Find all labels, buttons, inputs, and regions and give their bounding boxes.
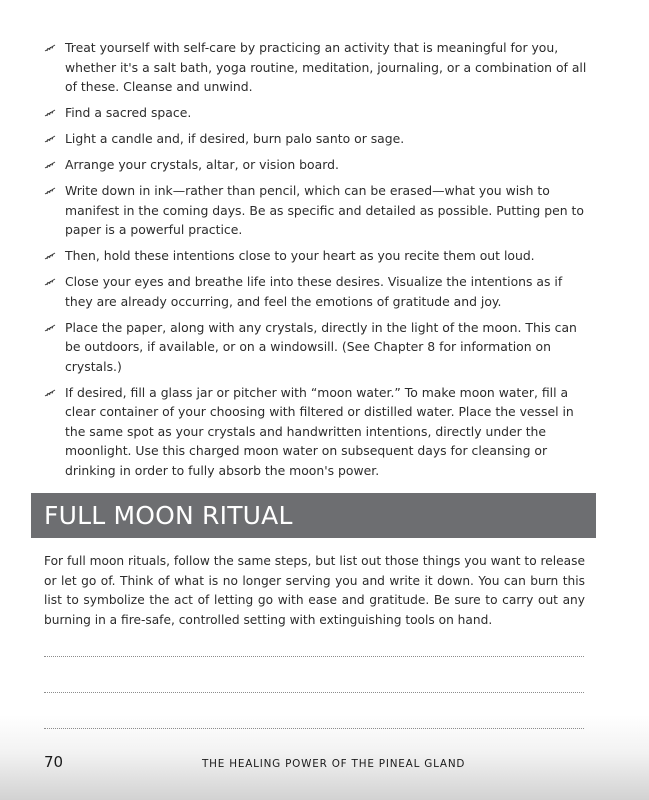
list-item xyxy=(44,129,589,149)
list-item xyxy=(44,383,589,481)
feather-bullet-icon xyxy=(44,186,57,196)
writing-line xyxy=(44,728,584,729)
writing-line xyxy=(44,656,584,657)
list-item-text: Treat yourself with self-care by practicing an activity that is meaningful for you, whether it's a salt bath, yoga routine, meditation, journaling, or a combination of all of these. Cleanse and unwind. xyxy=(65,40,587,94)
list-item-text: Then, hold these intentions close to your heart as you recite them out loud. xyxy=(65,248,535,263)
running-title: THE HEALING POWER OF THE PINEAL GLAND xyxy=(202,758,466,770)
feather-bullet-icon xyxy=(44,108,57,118)
feather-bullet-icon xyxy=(44,251,57,261)
feather-bullet-icon xyxy=(44,388,57,398)
feather-bullet-icon xyxy=(44,43,57,53)
ritual-steps-list xyxy=(44,38,589,487)
list-item-text: Place the paper, along with any crystals, directly in the light of the moon. This can be outdoors, if available, or on a windowsill. (See Chapter 8 for information on crystals.) xyxy=(65,319,577,374)
section-heading-band xyxy=(31,493,596,538)
section-title: FULL MOON RITUAL xyxy=(44,501,293,530)
feather-bullet-icon xyxy=(44,160,57,170)
list-item xyxy=(44,181,589,240)
section-paragraph: For full moon rituals, follow the same steps, but list out those things you want to release or let go of. Think of what is no longer serving you and write it down. You can burn this list to symbolize the act of letting go with ease and gratitude. Be sure to carry out any burning in a fire-safe, controlled setting with extinguishing tools on hand. xyxy=(44,554,585,627)
writing-line xyxy=(44,692,584,693)
list-item-text: Find a sacred space. xyxy=(65,105,192,120)
list-item xyxy=(44,38,589,97)
feather-bullet-icon xyxy=(44,134,57,144)
list-item-text: Close your eyes and breathe life into these desires. Visualize the intentions as if they are already occurring, and feel the emotions of gratitude and joy. xyxy=(65,274,563,309)
list-item xyxy=(44,103,589,123)
list-item-text: Arrange your crystals, altar, or vision board. xyxy=(65,157,339,172)
list-item xyxy=(44,318,589,377)
list-item xyxy=(44,155,589,175)
list-item-text: Write down in ink—rather than pencil, which can be erased—what you wish to manifest in the coming days. Be as specific and detailed as possible. Putting pen to paper is a powerful practice. xyxy=(65,183,584,237)
page-number: 70 xyxy=(44,753,64,771)
list-item xyxy=(44,272,589,311)
list-item-text: If desired, fill a glass jar or pitcher with “moon water.” To make moon water, fill a clear container of your choosing with filtered or distilled water. Place the vessel in the same spot as your crystals and handwritten intentions, directly under the moonlight. Use this charged moon water on subsequent days for cleansing or drinking in order to fully absorb the moon's power. xyxy=(65,384,574,478)
feather-bullet-icon xyxy=(44,323,57,333)
list-item-text: Light a candle and, if desired, burn palo santo or sage. xyxy=(65,131,405,146)
list-item xyxy=(44,246,589,266)
feather-bullet-icon xyxy=(44,277,57,287)
